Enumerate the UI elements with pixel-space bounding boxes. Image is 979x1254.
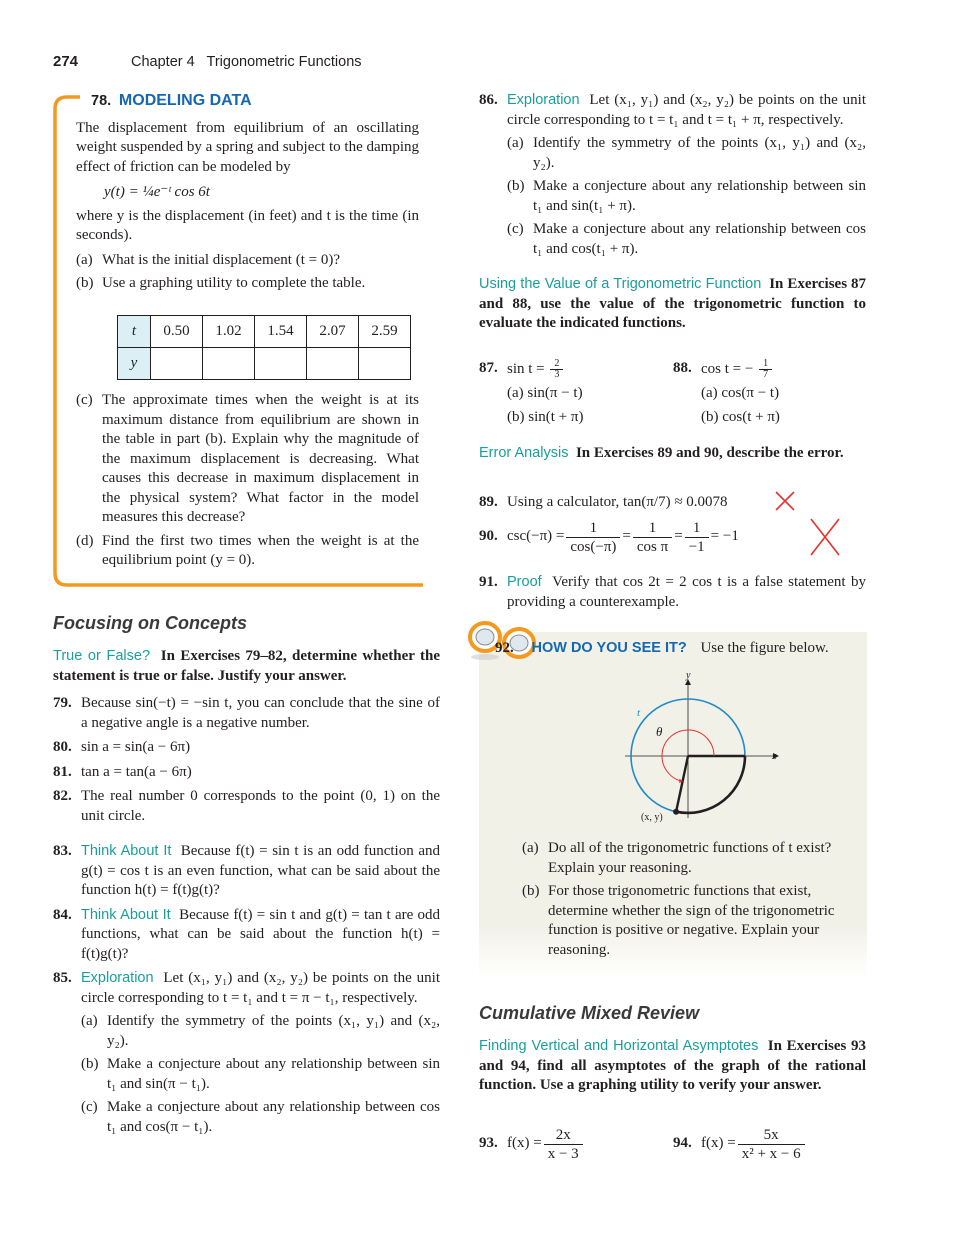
exercise-92-a: Do all of the trigonometric functions of t exist? Explain your reasoning. — [548, 840, 832, 876]
error-x-icon — [809, 517, 841, 557]
exercise-78-after: where y is the displacement (in feet) and t is the time (in seconds). — [76, 207, 419, 243]
exercise-85: Let (x₁, y₁) and (x₂, y₂) be points on the unit circle corresponding to t = t₁ and t = π − t₁, respectively. — [81, 970, 440, 1006]
terminal-side — [676, 756, 688, 812]
right-exercises-top: 86. Exploration Let (x₁, y₁) and (x₂, y₂) be points on the unit circle corresponding to t = t₁ and t = t₁ + π, respectively. (a) Identify the symmetry of the points (x₁, y₁) and (x₂, y₂). (b) Make a conjecture about any relationship between sin t₁ and sin(t₁ + π). (c) Make a conjecture about any relationship between cos t₁ and cos(t₁ + π). Using the Value of a Trigonometric Function In Exercises 87 and 88, use the value of the trigonometric function to evaluate the indicated functions. — [479, 92, 867, 331]
running-head — [131, 53, 362, 73]
error-x-icon — [774, 490, 796, 512]
theta-label: θ — [656, 724, 663, 739]
exercise-93: 93. f(x) = $\frac{2x}{x - 3}$ — [479, 1123, 585, 1165]
page-number: 274 — [53, 53, 79, 70]
exercise-86-c: Make a conjecture about any relationship between cos t₁ and cos(t₁ + π). — [533, 221, 866, 257]
exercise-78-b: Use a graphing utility to complete the table. — [102, 275, 366, 291]
exercise-78-d: Find the first two times when the weight is at the equilibrium point (y = 0). — [102, 532, 419, 568]
exercise-92-header: 92. HOW DO YOU SEE IT? Use the figure below. — [495, 640, 829, 656]
left-exercises: True or False? In Exercises 79–82, determine whether the statement is true or false. Justify your answer. 79. Because sin(−t) = −sin t, you can conclude that the sine of a negative angle is a negative number. 80. sin a = sin(a − 6π) 81. tan a = tan(a − 6π) 82. The real number 0 corresponds to the point (0, 1) on the unit circle. 83. Think About It Because f(t) = sin t is an odd function and g(t) = cos t is an even function, what can be said about the function h(t) = f(t)g(t)? 84. Think About It Because f(t) = sin t and g(t) = tan t are odd functions, what can be said about the function h(t) = f(t)g(t)? 85. Exploration Let (x₁, y₁) and (x₂, y₂) be points on the unit circle corresponding to t = t₁ and t = π − t₁, respectively. (a) Identify the symmetry of the points (x₁, y₁) and (x₂, y₂). (b) Make a conjecture about any relationship between sin t₁ and sin(π − t₁). (c) Make a conjecture about any relationship between cos t₁ and cos(π − t₁). — [53, 648, 441, 1135]
exercise-78: 78. MODELING DATA The displacement from equilibrium of an oscillating weight suspended by a spring and subject to the damping effect of friction can be modeled by y(t) = ¼e⁻ᵗ cos 6t where y is the displacement (in feet) and t is the time (in seconds). (a) What is the initial displacement (t = 0)? (b) Use a graphing utility to complete the table. — [76, 92, 419, 291]
table-row: y — [118, 348, 411, 380]
point-label: (x, y) — [641, 812, 663, 823]
exercise-81: tan a = tan(a − 6π) — [81, 763, 192, 780]
exercise-92-parts: (a) Do all of the trigonometric functions of t exist? Explain your reasoning. (b) For those trigonometric functions that exist, determine whether the sign of the trigonometric function is positive or negative. Explain your reasoning. — [522, 840, 835, 958]
displacement-table — [117, 315, 411, 380]
exercise-87: 87. sin t = $\frac{2}{3}$ (a) sin(π − t) (b) sin(t + π) — [479, 358, 584, 425]
t-label: t — [637, 707, 641, 719]
y-axis-label: y — [686, 670, 691, 681]
exercise-80: sin a = sin(a − 6π) — [81, 739, 191, 755]
exercise-94: 94. f(x) = $\frac{5x}{\text{x² + x − 6}}$ — [673, 1123, 807, 1165]
exercise-86-b: Make a conjecture about any relationship between sin t₁ and sin(t₁ + π). — [533, 178, 866, 214]
x-axis-label: x — [772, 751, 777, 762]
exercise-78-title: MODELING DATA — [118, 92, 252, 109]
focusing-heading: Focusing on Concepts — [53, 613, 248, 633]
point-marker — [673, 809, 679, 815]
true-false-instructions: In Exercises 79–82, determine whether the statement is true or false. Justify your answer. — [53, 648, 441, 684]
exercise-82: The real number 0 corresponds to the point (0, 1) on the unit circle. — [81, 788, 440, 824]
cumulative-heading: Cumulative Mixed Review — [479, 1003, 700, 1023]
exercise-85-c: Make a conjecture about any relationship between cos t₁ and cos(π − t₁). — [107, 1099, 440, 1135]
exercise-88: 88. cos t = − $\frac{1}{7}$ (a) cos(π − t) (b) cos(t + π) — [673, 358, 780, 425]
exercise-78-intro: The displacement from equilibrium of an oscillating weight suspended by a spring and subject to the damping effect of friction can be modeled by — [76, 119, 419, 175]
table-row: t 0.50 1.02 1.54 2.07 2.59 — [118, 316, 411, 348]
exercise-78-cd: (c) The approximate times when the weight is at its maximum distance from equilibrium are shown in the table in part (b). Explain why the magnitude of the maximum displacement is decreasing. What causes this decrease in maximum displacement in the physical system? What factor in the model measures this decrease? (d) Find the first two times when the weight is at the equilibrium point (y = 0). — [76, 392, 419, 568]
exercise-83: Because f(t) = sin t is an odd function and g(t) = cos t is an even function, what can be said about the function h(t) = f(t)g(t)? — [81, 843, 440, 898]
exercise-85-b: Make a conjecture about any relationship between sin t₁ and sin(π − t₁). — [107, 1056, 440, 1092]
asymptotes-instructions: Finding Vertical and Horizontal Asymptotes In Exercises 93 and 94, find all asymptotes of the graph of the rational function. Use a graphing utility to verify your answer. — [479, 1038, 866, 1093]
chapter-label: Chapter 4 — [131, 54, 195, 70]
exercise-86-a: Identify the symmetry of the points (x₁, y₁) and (x₂, y₂). — [533, 135, 866, 171]
exercise-92-b: For those trigonometric functions that exist, determine whether the sign of the trigonometric function is positive or negative. Explain your reasoning. — [548, 883, 835, 958]
exercise-84: Because f(t) = sin t and g(t) = tan t are odd functions, what can be said about the function h(t) = f(t)g(t)? — [81, 906, 441, 962]
exercise-79: Because sin(−t) = −sin t, you can conclude that the sine of a negative angle is a negative number. — [81, 695, 440, 731]
exercise-91: 91. Proof Verify that cos 2t = 2 cos t is a false statement by providing a counterexample. — [479, 574, 866, 610]
error-analysis: Error Analysis In Exercises 89 and 90, describe the error. — [479, 445, 844, 461]
chapter-title: Trigonometric Functions — [206, 54, 362, 70]
exercise-89: 89. Using a calculator, tan(π/7) ≈ 0.0078 — [479, 494, 728, 510]
exercise-90: 90. csc(−π) = $\frac{1}{\cos(-\pi)}$ = $\frac{1}{\text{cos π}}$ = $\frac{1}{-1}$ = −1 — [479, 519, 739, 555]
unit-circle-figure — [615, 668, 785, 828]
exercise-78-c: The approximate times when the weight is at its maximum distance from equilibrium are shown in the table in part (b). Explain why the magnitude of the maximum displacement is decreasing. What causes this decrease in maximum displacement in the physical system? What factor in the model measures this decrease? — [102, 392, 419, 525]
exercise-85-a: Identify the symmetry of the points (x₁, y₁) and (x₂, y₂). — [107, 1013, 440, 1049]
exercise-78-formula: y(t) = ¼e⁻ᵗ cos 6t — [104, 184, 210, 200]
exercise-78-a: What is the initial displacement (t = 0)? — [102, 251, 340, 268]
exercise-86: Let (x₁, y₁) and (x₂, y₂) be points on the unit circle corresponding to t = t₁ and t = t₁ + π, respectively. — [507, 92, 866, 128]
using-value-instructions: In Exercises 87 and 88, use the value of the trigonometric function to evaluate the indicated functions. — [479, 276, 867, 331]
